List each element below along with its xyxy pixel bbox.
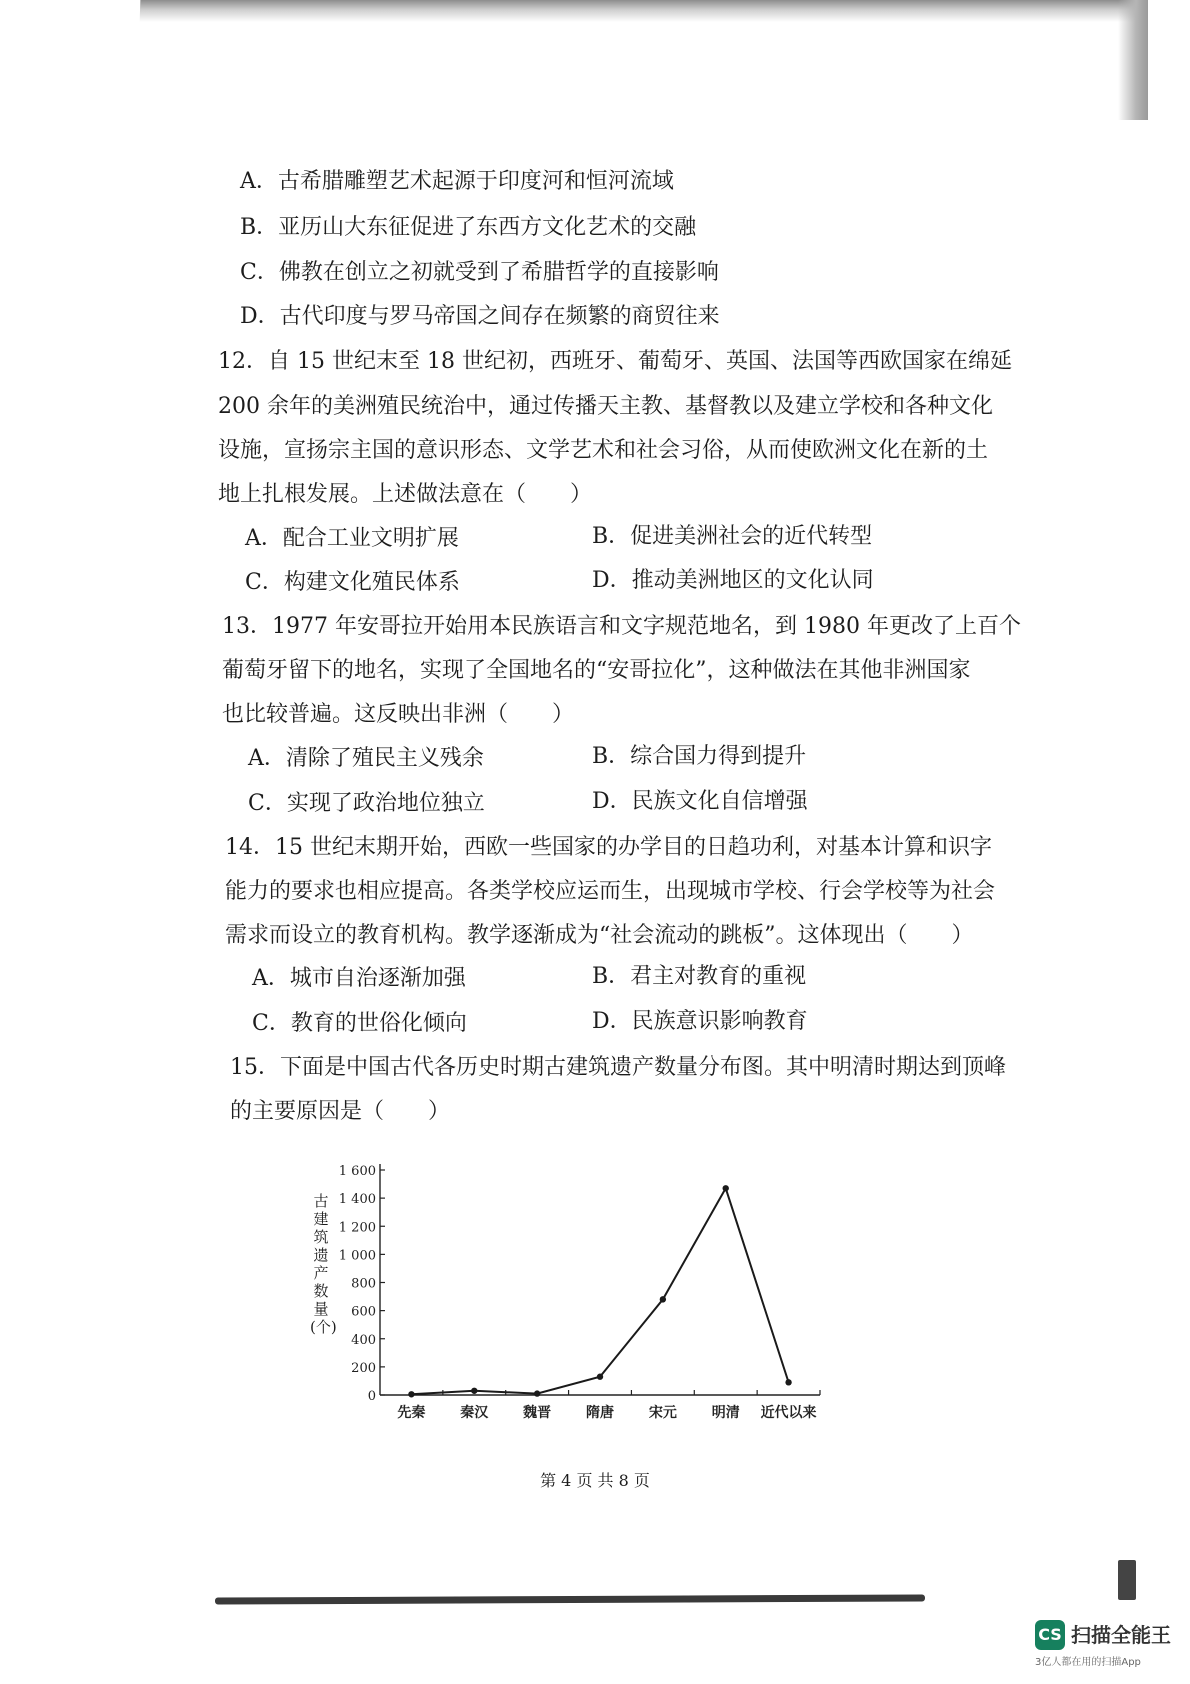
q13-option-d: D．民族文化自信增强 xyxy=(592,789,808,814)
y-tick-label: 600 xyxy=(351,1304,376,1320)
y-tick-label: 1 000 xyxy=(338,1248,376,1264)
q11-option-b: B．亚历山大东征促进了东西方文化艺术的交融 xyxy=(240,215,697,240)
q14-option-c: C．教育的世俗化倾向 xyxy=(252,1011,467,1036)
q12-stem-line-3: 设施，宣扬宗主国的意识形态、文学艺术和社会习俗，从而使欧洲文化在新的土 xyxy=(218,438,989,463)
q12-stem-line-2: 200 余年的美洲殖民统治中，通过传播天主教、基督教以及建立学校和各种文化 xyxy=(218,394,993,419)
series-line xyxy=(411,1188,788,1394)
x-tick-label: 近代以来 xyxy=(760,1405,817,1421)
y-tick-label: 400 xyxy=(351,1332,376,1348)
data-point xyxy=(471,1388,477,1394)
q14-stem-line-1: 14．15 世纪末期开始，西欧一些国家的办学目的日趋功利，对基本计算和识字 xyxy=(225,835,992,860)
q15-stem-line-2: 的主要原因是（ ） xyxy=(230,1099,451,1124)
q13-stem-line-2: 葡萄牙留下的地名，实现了全国地名的“安哥拉化”，这种做法在其他非洲国家 xyxy=(222,658,971,683)
x-tick-label: 宋元 xyxy=(648,1405,677,1421)
x-tick-label: 秦汉 xyxy=(460,1405,489,1421)
q13-option-c: C．实现了政治地位独立 xyxy=(248,791,485,816)
q15-stem-line-1: 15．下面是中国古代各历史时期古建筑遗产数量分布图。其中明清时期达到顶峰 xyxy=(230,1055,1006,1080)
q13-option-b: B．综合国力得到提升 xyxy=(592,744,807,769)
scanner-app-name: 扫描全能王 xyxy=(1071,1623,1171,1647)
x-tick-label: 先秦 xyxy=(397,1405,426,1421)
q12-stem-line-4: 地上扎根发展。上述做法意在（ ） xyxy=(218,482,593,507)
q12-option-d: D．推动美洲地区的文化认同 xyxy=(592,568,874,593)
q14-option-a: A．城市自治逐渐加强 xyxy=(252,966,466,991)
y-tick-label: 200 xyxy=(351,1360,376,1376)
data-point xyxy=(723,1185,729,1191)
data-point xyxy=(785,1379,791,1385)
y-tick-label: 0 xyxy=(367,1389,376,1404)
scanner-watermark xyxy=(1035,1620,1185,1678)
y-tick-label: 1 400 xyxy=(338,1192,376,1208)
data-point xyxy=(534,1390,540,1396)
y-tick-label: 800 xyxy=(351,1276,376,1292)
data-point xyxy=(597,1374,603,1380)
q12-stem-line-1: 12．自 15 世纪末至 18 世纪初，西班牙、葡萄牙、英国、法国等西欧国家在绵延 xyxy=(218,349,1012,374)
page-number: 第 4 页 共 8 页 xyxy=(540,1471,650,1490)
scanner-tagline: 3亿人都在用的扫描App xyxy=(1035,1657,1141,1668)
scan-edge-top xyxy=(140,0,1141,22)
q14-stem-line-2: 能力的要求也相应提高。各类学校应运而生，出现城市学校、行会学校等为社会 xyxy=(225,879,996,904)
q11-option-a: A．古希腊雕塑艺术起源于印度河和恒河流域 xyxy=(240,169,674,194)
q12-option-a: A．配合工业文明扩展 xyxy=(245,526,459,551)
scanner-logo-icon: CS xyxy=(1035,1620,1065,1650)
q14-option-d: D．民族意识影响教育 xyxy=(592,1009,808,1034)
scan-edge-right xyxy=(1118,0,1148,120)
q12-option-c: C．构建文化殖民体系 xyxy=(245,570,460,595)
y-tick-label: 1 200 xyxy=(338,1220,376,1236)
x-tick-label: 明清 xyxy=(711,1405,740,1421)
scan-mark xyxy=(1118,1560,1136,1600)
q13-option-a: A．清除了殖民主义残余 xyxy=(248,746,484,771)
q14-option-b: B．君主对教育的重视 xyxy=(592,964,807,989)
q13-stem-line-1: 13．1977 年安哥拉开始用本民族语言和文字规范地名，到 1980 年更改了上百个 xyxy=(222,614,1021,639)
data-point xyxy=(660,1296,666,1302)
q12-option-b: B．促进美洲社会的近代转型 xyxy=(592,524,873,549)
data-point xyxy=(408,1391,414,1397)
y-tick-label: 1 600 xyxy=(338,1164,376,1179)
q11-option-c: C．佛教在创立之初就受到了希腊哲学的直接影响 xyxy=(240,260,719,285)
q11-option-d: D．古代印度与罗马帝国之间存在频繁的商贸往来 xyxy=(240,304,720,329)
q13-stem-line-3: 也比较普遍。这反映出非洲（ ） xyxy=(222,702,575,727)
x-tick-label: 隋唐 xyxy=(586,1405,614,1421)
heritage-count-line-chart xyxy=(300,1140,840,1430)
chart-y-axis-label: 古建筑遗产数量(个) xyxy=(310,1192,337,1336)
q14-stem-line-3: 需求而设立的教育机构。教学逐渐成为“社会流动的跳板”。这体现出（ ） xyxy=(225,923,974,948)
x-tick-label: 魏晋 xyxy=(523,1405,552,1421)
scan-edge-bottom xyxy=(215,1594,925,1604)
